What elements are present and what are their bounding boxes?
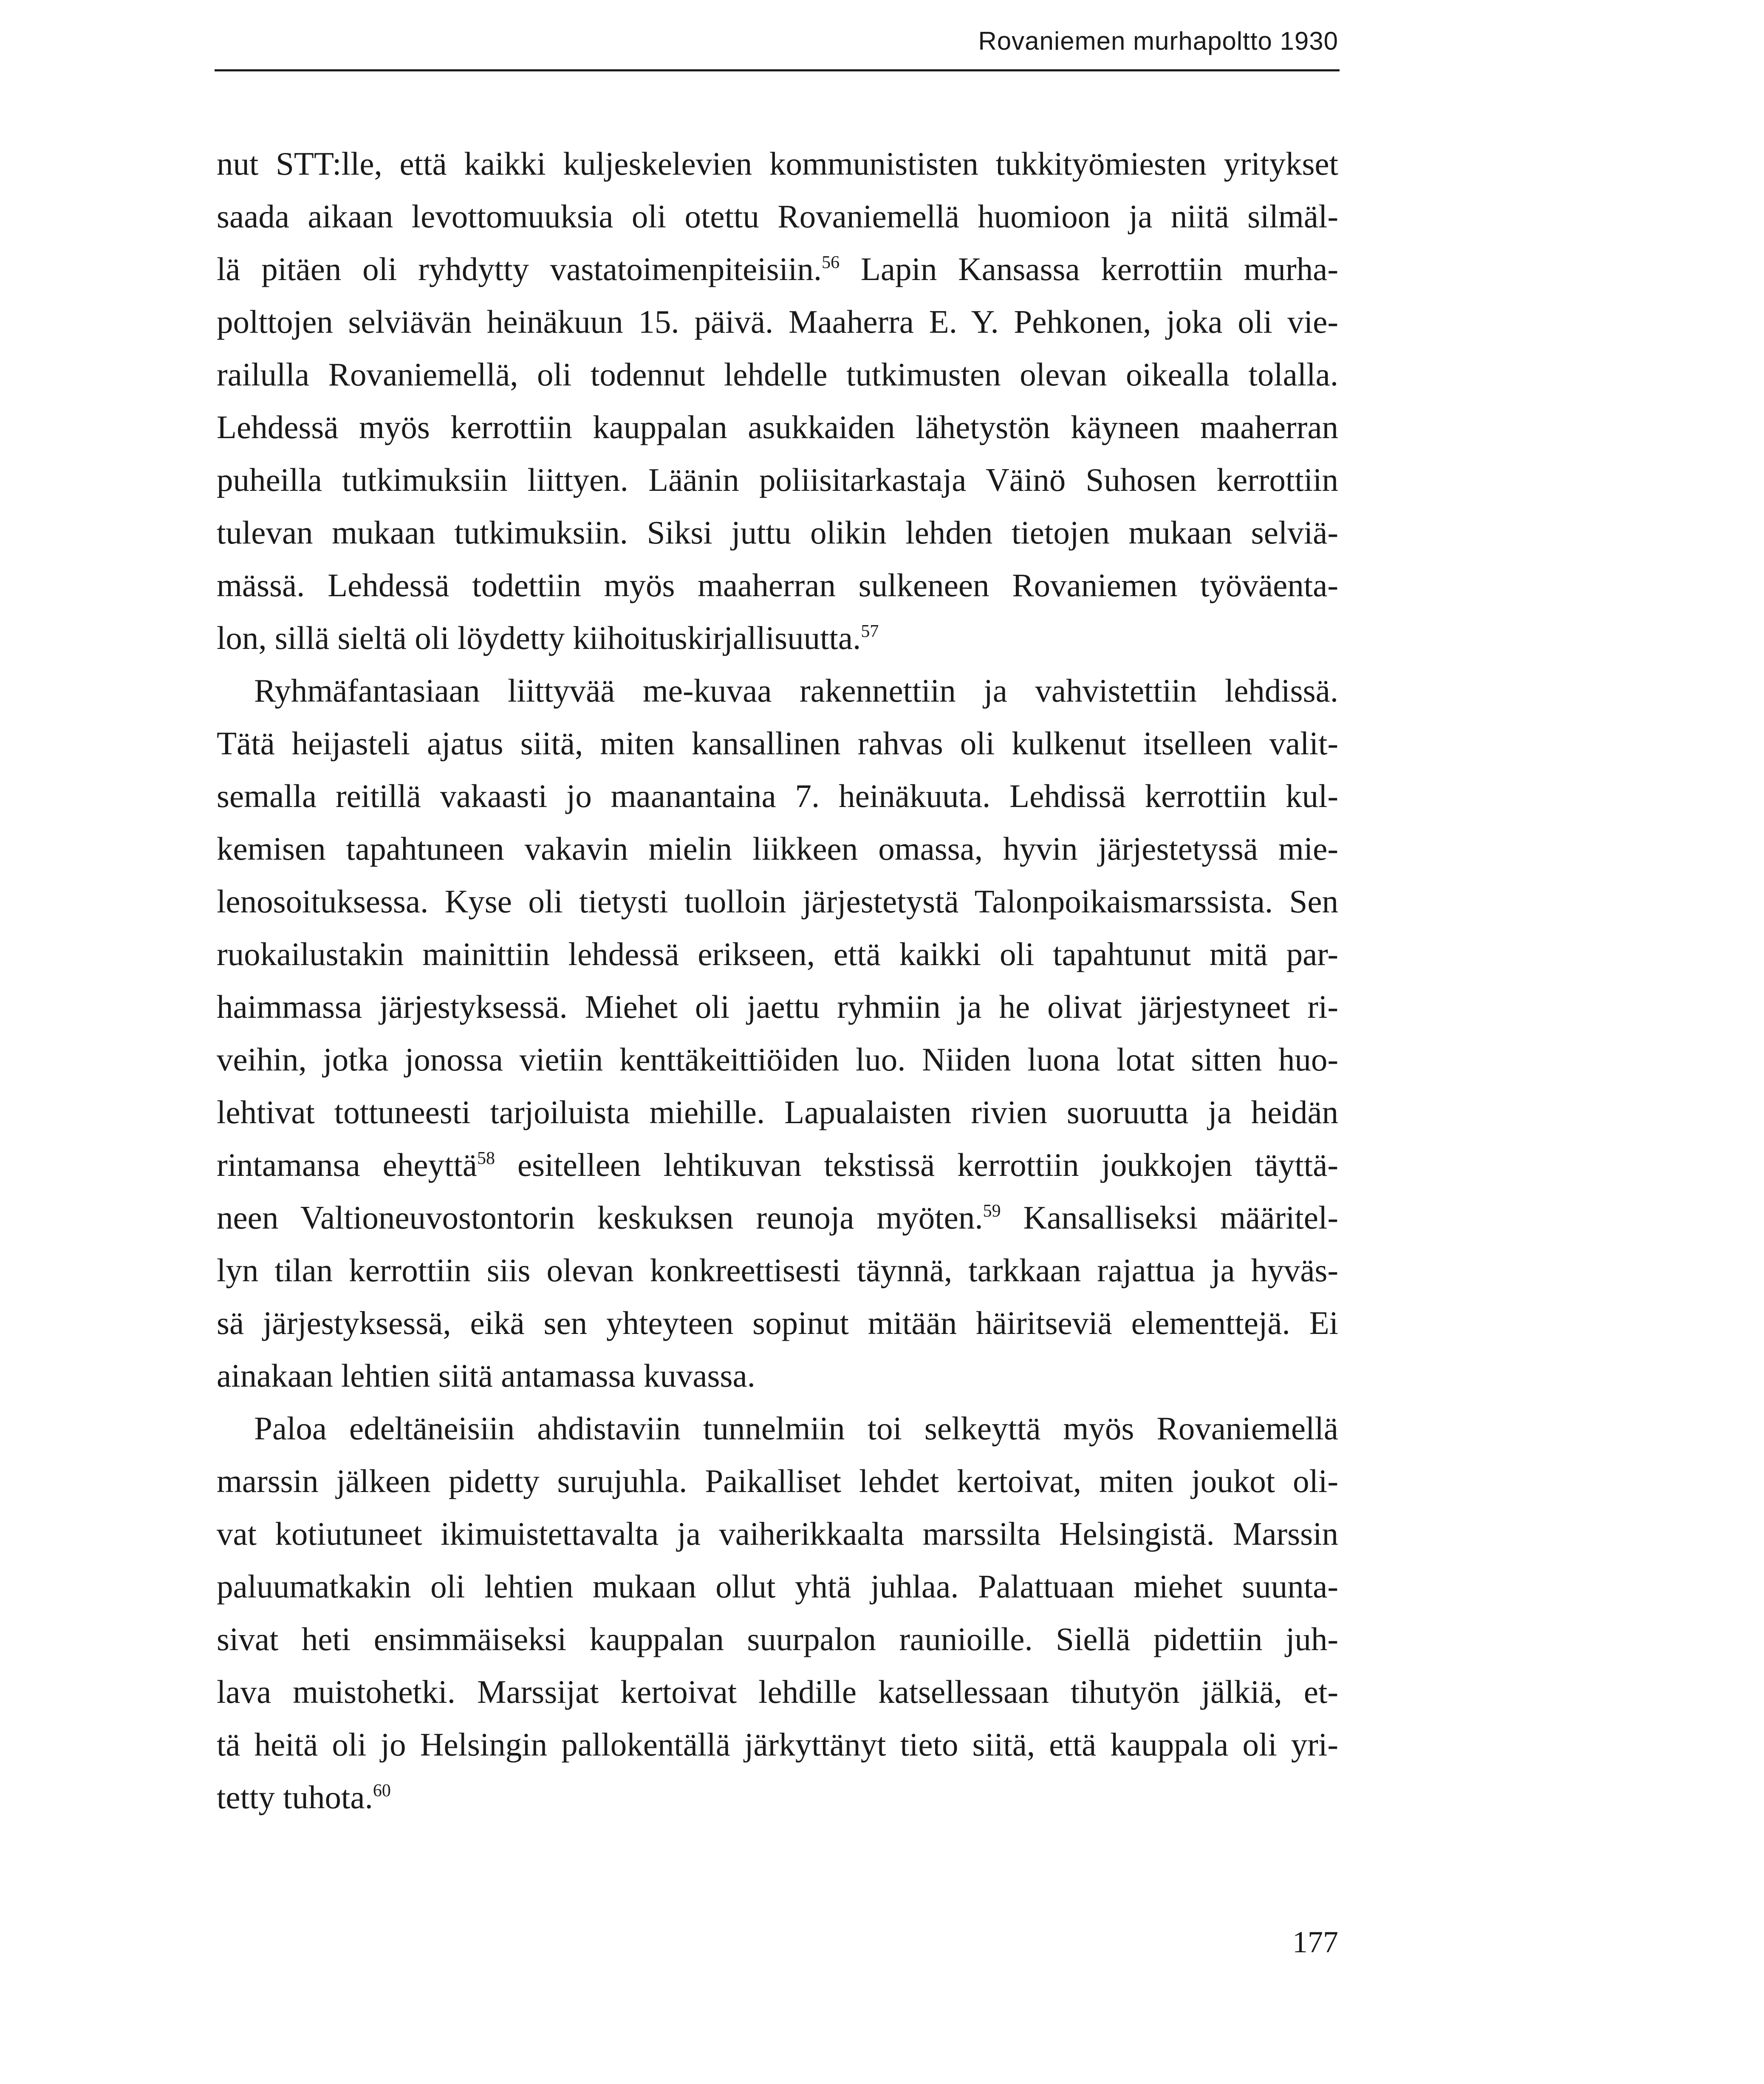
line-text: kemisen tapahtuneen vakavin mielin liikkeen omassa, hyvin järjestetyssä mie-: [217, 830, 1338, 867]
line-text: veihin, jotka jonossa vietiin kenttäkeittiöiden luo. Niiden luona lotat sitten huo-: [217, 1041, 1338, 1078]
line-text: nut STT:lle, että kaikki kuljeskelevien kommunististen tukkityömiesten yritykset: [217, 145, 1338, 182]
text-line: [217, 1718, 1338, 1771]
text-line: [217, 1297, 1338, 1349]
line-text: neen Valtioneuvostontorin keskuksen reunoja myöten.: [217, 1199, 983, 1236]
line-text-continued: esitelleen lehtikuvan tekstissä kerrottiin joukkojen täyttä-: [495, 1147, 1338, 1183]
line-text: lenosoituksessa. Kyse oli tietysti tuolloin järjestetystä Talonpoikaismarssista. Sen: [217, 883, 1338, 920]
text-line: [217, 453, 1338, 506]
line-text: lon, sillä sieltä oli löydetty kiihoituskirjallisuutta.: [217, 620, 861, 656]
line-text: sä järjestyksessä, eikä sen yhteyteen sopinut mitään häiritseviä elementtejä. Ei: [217, 1305, 1338, 1341]
line-text: haimmassa järjestyksessä. Miehet oli jaettu ryhmiin ja he olivat järjestyneet ri-: [217, 988, 1338, 1025]
line-text: Tätä heijasteli ajatus siitä, miten kansallinen rahvas oli kulkenut itselleen valit-: [217, 725, 1338, 762]
line-text: semalla reitillä vakaasti jo maanantaina 7. heinäkuuta. Lehdissä kerrottiin kul-: [217, 778, 1338, 814]
header-divider: [215, 69, 1340, 71]
line-text: lyn tilan kerrottiin siis olevan konkreettisesti täynnä, tarkkaan rajattua ja hyväs-: [217, 1252, 1338, 1288]
footnote-marker: 58: [477, 1149, 495, 1168]
text-line: [217, 1455, 1338, 1507]
paragraph: [217, 1402, 1338, 1824]
line-text-continued: Kansalliseksi määritel-: [1001, 1199, 1338, 1236]
text-line: [217, 717, 1338, 770]
text-line: [217, 612, 1338, 664]
text-line: [217, 1349, 1338, 1402]
text-line: [217, 664, 1338, 717]
line-text: tetty tuhota.: [217, 1779, 373, 1815]
footnote-marker: 56: [822, 253, 840, 272]
text-line: [217, 1086, 1338, 1138]
footnote-marker: 60: [373, 1781, 391, 1801]
line-text: rintamansa eheyttä: [217, 1147, 477, 1183]
line-text: tä heitä oli jo Helsingin pallokentällä järkyttänyt tieto siitä, että kauppala oli yri-: [217, 1726, 1338, 1763]
text-line: [217, 348, 1338, 401]
footnote-marker: 59: [983, 1201, 1001, 1221]
line-text: puheilla tutkimuksiin liittyen. Läänin poliisitarkastaja Väinö Suhosen kerrottiin: [217, 462, 1338, 498]
text-line: [217, 506, 1338, 559]
line-text: marssin jälkeen pidetty surujuhla. Paikalliset lehdet kertoivat, miten joukot oli-: [217, 1463, 1338, 1499]
page-number: 177: [1292, 1925, 1338, 1959]
line-text: railulla Rovaniemellä, oli todennut lehdelle tutkimusten olevan oikealla tolalla.: [217, 356, 1338, 393]
line-text: Paloa edeltäneisiin ahdistaviin tunnelmiin toi selkeyttä myös Rovaniemellä: [254, 1410, 1338, 1447]
line-text: mässä. Lehdessä todettiin myös maaherran sulkeneen Rovaniemen työväenta-: [217, 567, 1338, 603]
line-text-continued: Lapin Kansassa kerrottiin murha-: [840, 251, 1338, 287]
line-text: lä pitäen oli ryhdytty vastatoimenpiteisiin.: [217, 251, 822, 287]
running-header: Rovaniemen murhapoltto 1930: [978, 27, 1338, 55]
text-line: [217, 980, 1338, 1033]
line-text: ruokailustakin mainittiin lehdessä erikseen, että kaikki oli tapahtunut mitä par-: [217, 936, 1338, 972]
line-text: sivat heti ensimmäiseksi kauppalan suurpalon raunioille. Siellä pidettiin juh-: [217, 1621, 1338, 1657]
text-line: [217, 1402, 1338, 1455]
text-line: [217, 875, 1338, 928]
text-line: [217, 770, 1338, 822]
line-text: lehtivat tottuneesti tarjoiluista miehille. Lapualaisten rivien suoruutta ja heidän: [217, 1094, 1338, 1130]
text-line: [217, 1191, 1338, 1244]
text-line: [217, 1138, 1338, 1191]
text-line: [217, 1507, 1338, 1560]
line-text: tulevan mukaan tutkimuksiin. Siksi juttu olikin lehden tietojen mukaan selviä-: [217, 514, 1338, 551]
text-line: [217, 137, 1338, 190]
line-text: Lehdessä myös kerrottiin kauppalan asukkaiden lähetystön käyneen maaherran: [217, 409, 1338, 445]
text-line: [217, 1033, 1338, 1086]
text-line: [217, 1244, 1338, 1297]
line-text: saada aikaan levottomuuksia oli otettu Rovaniemellä huomioon ja niitä silmäl-: [217, 198, 1338, 235]
text-line: [217, 822, 1338, 875]
text-line: [217, 559, 1338, 612]
line-text: polttojen selviävän heinäkuun 15. päivä. Maaherra E. Y. Pehkonen, joka oli vie-: [217, 303, 1338, 340]
text-line: [217, 295, 1338, 348]
paragraph: [217, 664, 1338, 1402]
body-text: [217, 137, 1338, 1824]
text-line: [217, 401, 1338, 453]
text-line: [217, 1613, 1338, 1665]
footnote-marker: 57: [861, 622, 879, 641]
text-line: [217, 1560, 1338, 1613]
text-line: [217, 928, 1338, 980]
text-line: [217, 243, 1338, 295]
line-text: vat kotiutuneet ikimuistettavalta ja vaiherikkaalta marssilta Helsingistä. Marssin: [217, 1515, 1338, 1552]
text-line: [217, 1665, 1338, 1718]
text-line: [217, 190, 1338, 243]
paragraph: [217, 137, 1338, 664]
text-line: [217, 1771, 1338, 1824]
line-text: ainakaan lehtien siitä antamassa kuvassa.: [217, 1357, 755, 1394]
line-text: Ryhmäfantasiaan liittyvää me-kuvaa rakennettiin ja vahvistettiin lehdissä.: [254, 672, 1338, 709]
line-text: paluumatkakin oli lehtien mukaan ollut yhtä juhlaa. Palattuaan miehet suunta-: [217, 1568, 1338, 1605]
line-text: lava muistohetki. Marssijat kertoivat lehdille katsellessaan tihutyön jälkiä, et-: [217, 1673, 1338, 1710]
